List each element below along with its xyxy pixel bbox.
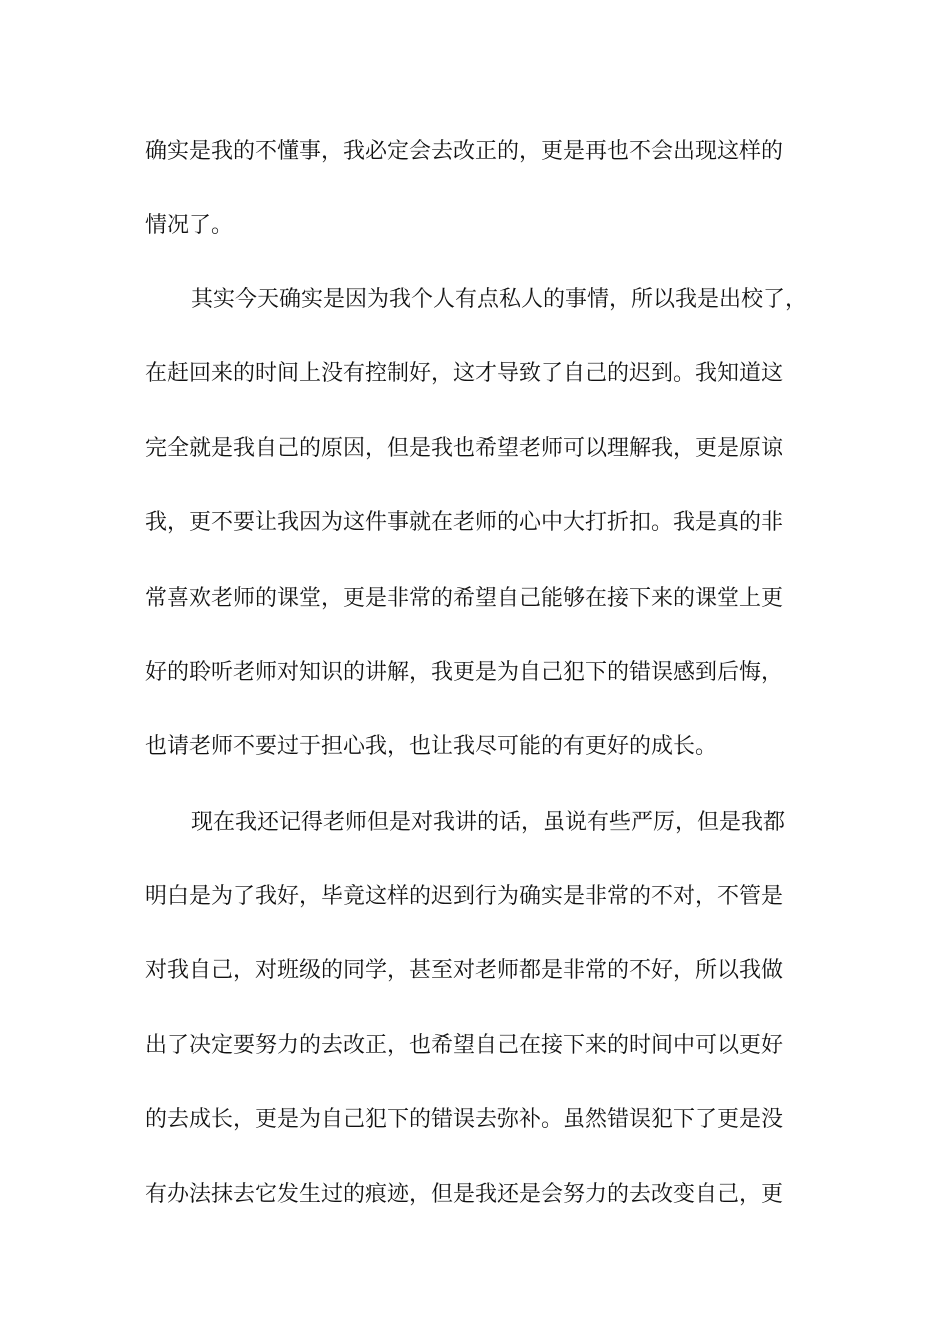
text-line: 完全就是我自己的原因，但是我也希望老师可以理解我，更是原谅 <box>145 436 784 461</box>
text-line: 对我自己，对班级的同学，甚至对老师都是非常的不好，所以我做 <box>145 958 784 983</box>
text-line: 有办法抹去它发生过的痕迹，但是我还是会努力的去改变自己，更 <box>145 1182 784 1207</box>
text-line: 出了决定要努力的去改正，也希望自己在接下来的时间中可以更好 <box>145 1033 784 1058</box>
text-line: 在赶回来的时间上没有控制好，这才导致了自己的迟到。我知道这 <box>145 361 784 386</box>
text-line: 确实是我的不懂事，我必定会去改正的，更是再也不会出现这样的 <box>145 139 784 164</box>
text-line: 我，更不要让我因为这件事就在老师的心中大打折扣。我是真的非 <box>145 510 784 535</box>
paragraph-start-line: 其实今天确实是因为我个人有点私人的事情，所以我是出校了， <box>191 287 808 312</box>
text-line: 也请老师不要过于担心我，也让我尽可能的有更好的成长。 <box>145 734 718 759</box>
text-line: 好的聆听老师对知识的讲解，我更是为自己犯下的错误感到后悔， <box>145 660 784 685</box>
text-line: 的去成长，更是为自己犯下的错误去弥补。虽然错误犯下了更是没 <box>145 1107 784 1132</box>
text-line: 情况了。 <box>145 213 234 238</box>
text-line: 常喜欢老师的课堂，更是非常的希望自己能够在接下来的课堂上更 <box>145 586 784 611</box>
text-line: 明白是为了我好，毕竟这样的迟到行为确实是非常的不对，不管是 <box>145 884 784 909</box>
paragraph-start-line: 现在我还记得老师但是对我讲的话，虽说有些严厉，但是我都 <box>191 810 786 835</box>
